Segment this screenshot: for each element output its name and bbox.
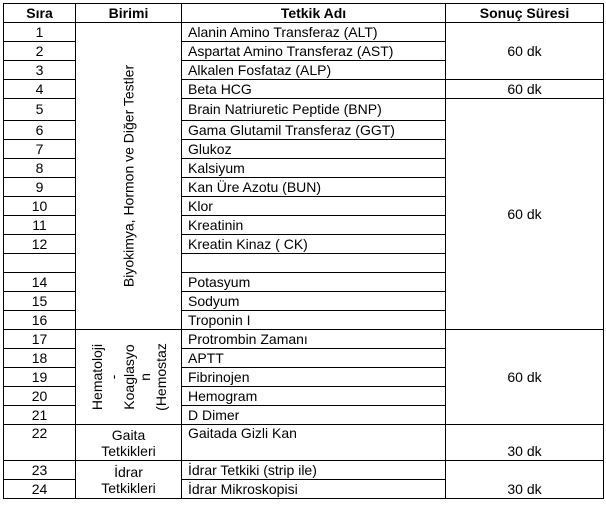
result-duration: 60 dk xyxy=(446,80,604,99)
test-name: Potasyum xyxy=(182,273,446,292)
test-name: Brain Natriuretic Peptide (BNP) xyxy=(182,99,446,121)
test-name: Alkalen Fosfataz (ALP) xyxy=(182,61,446,80)
unit-biyokimya xyxy=(76,23,182,330)
test-name: Troponin I xyxy=(182,311,446,330)
test-name: Hemogram xyxy=(182,387,446,406)
header-tetkik-adi: Tetkik Adı xyxy=(182,4,446,23)
unit-idrar xyxy=(76,461,182,499)
row-number: 17 xyxy=(4,330,76,349)
test-name: Gaitada Gizli Kan xyxy=(182,425,446,461)
result-duration: 60 dk xyxy=(446,99,604,330)
unit-label: Tetkikleri xyxy=(101,442,156,459)
test-name: Kalsiyum xyxy=(182,159,446,178)
table-row xyxy=(4,23,604,42)
row-number: 12 xyxy=(4,235,76,254)
row-number: 15 xyxy=(4,292,76,311)
row-number: 8 xyxy=(4,159,76,178)
test-name: İdrar Tetkiki (strip ile) xyxy=(182,461,446,480)
result-duration: 30 dk xyxy=(446,461,604,499)
test-name: Aspartat Amino Transferaz (AST) xyxy=(182,42,446,61)
unit-label: Biyokimya, Hormon ve Diğer Testler xyxy=(120,64,136,288)
row-number: 23 xyxy=(4,461,76,480)
result-duration: 30 dk xyxy=(446,425,604,461)
row-number: 7 xyxy=(4,140,76,159)
row-number: 1 xyxy=(4,23,76,42)
test-name: Gama Glutamil Transferaz (GGT) xyxy=(182,121,446,140)
row-number: 5 xyxy=(4,99,76,121)
test-name: Alanin Amino Transferaz (ALT) xyxy=(182,23,446,42)
header-row xyxy=(4,4,604,23)
header-sonuc-suresi: Sonuç Süresi xyxy=(446,4,604,23)
row-number: 14 xyxy=(4,273,76,292)
test-name: Kreatinin xyxy=(182,216,446,235)
row-number: 3 xyxy=(4,61,76,80)
header-birimi: Birimi xyxy=(76,4,182,23)
unit-label: Gaita xyxy=(111,426,146,443)
test-name: Glukoz xyxy=(182,140,446,159)
table-row xyxy=(4,461,604,480)
row-number: 18 xyxy=(4,349,76,368)
row-number: 9 xyxy=(4,178,76,197)
test-name: Fibrinojen xyxy=(182,368,446,387)
row-number: 6 xyxy=(4,121,76,140)
row-number: 16 xyxy=(4,311,76,330)
row-number: 10 xyxy=(4,197,76,216)
test-results-table xyxy=(3,3,604,499)
table-row xyxy=(4,425,604,461)
row-number: 20 xyxy=(4,387,76,406)
result-duration: 60 dk xyxy=(446,330,604,425)
test-name: Kan Üre Azotu (BUN) xyxy=(182,178,446,197)
unit-label: İdrar xyxy=(114,463,143,480)
result-duration: 60 dk xyxy=(446,23,604,80)
row-number: 21 xyxy=(4,406,76,425)
test-name: Klor xyxy=(182,197,446,216)
unit-hematoloji xyxy=(76,330,182,425)
unit-label: Tetkikleri xyxy=(101,479,156,496)
row-number: 11 xyxy=(4,216,76,235)
test-name: Beta HCG xyxy=(182,80,446,99)
row-number: 2 xyxy=(4,42,76,61)
row-number xyxy=(4,254,76,273)
test-name: APTT xyxy=(182,349,446,368)
test-name: Protrombin Zamanı xyxy=(182,330,446,349)
test-name: D Dimer xyxy=(182,406,446,425)
test-name: Sodyum xyxy=(182,292,446,311)
test-name: Kreatin Kinaz ( CK) xyxy=(182,235,446,254)
unit-gaita xyxy=(76,425,182,461)
row-number: 19 xyxy=(4,368,76,387)
test-name: İdrar Mikroskopisi xyxy=(182,480,446,499)
unit-label: Hematoloji - Koaglasyo n (Hemostaz xyxy=(88,343,169,411)
test-name xyxy=(182,254,446,273)
header-sira: Sıra xyxy=(4,4,76,23)
table-row xyxy=(4,330,604,349)
row-number: 4 xyxy=(4,80,76,99)
row-number: 24 xyxy=(4,480,76,499)
row-number: 22 xyxy=(4,425,76,461)
